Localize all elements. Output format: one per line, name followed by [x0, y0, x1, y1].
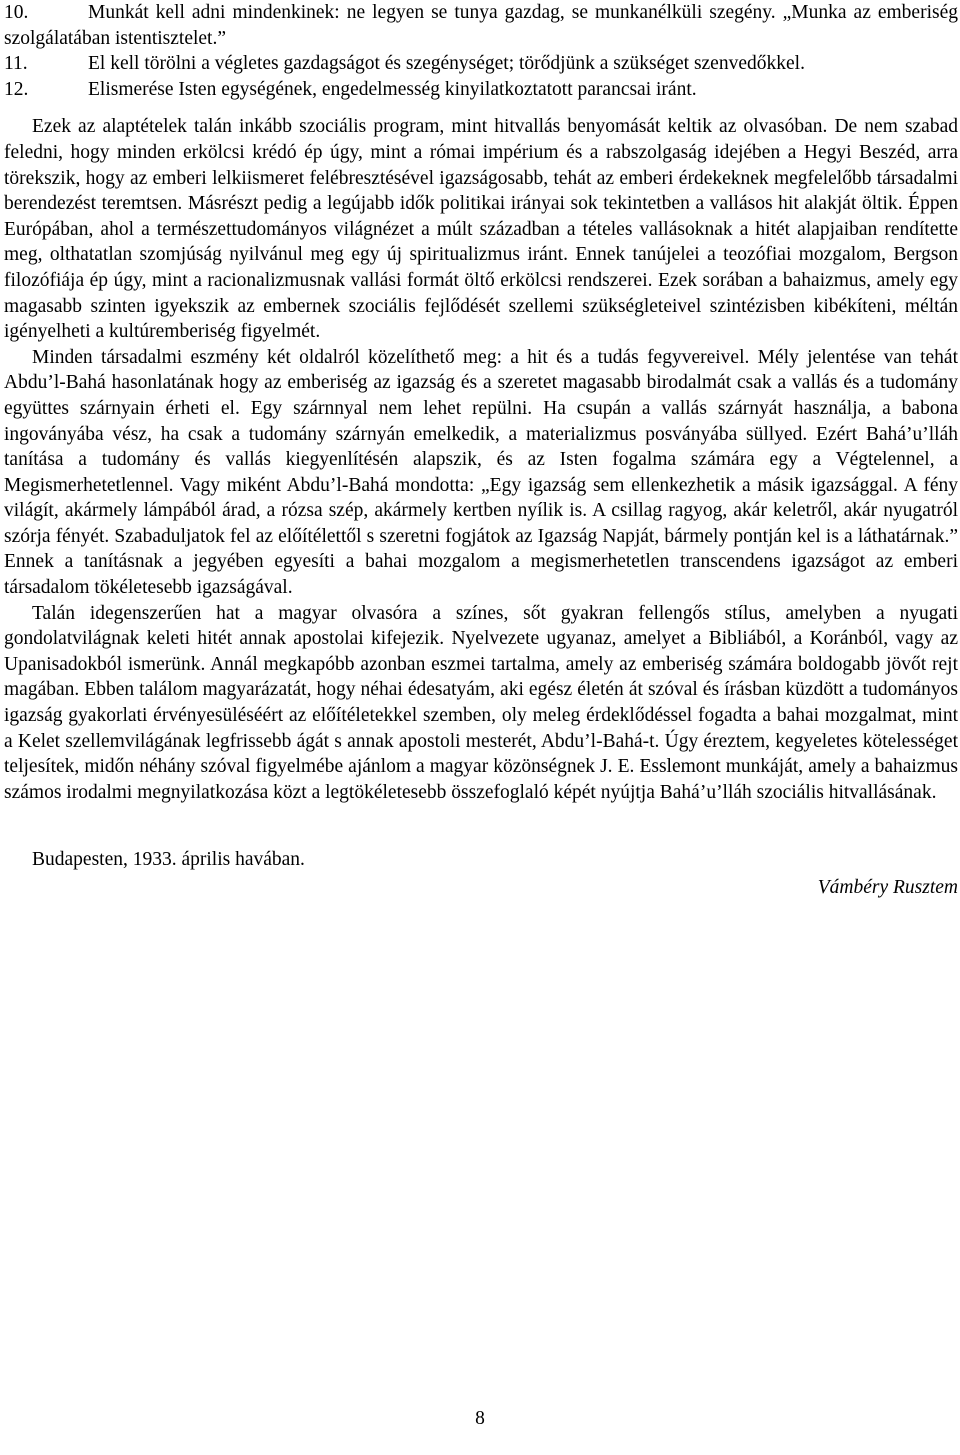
- body-paragraph: Minden társadalmi eszmény két oldalról közelíthető meg: a hit és a tudás fegyvereivel. Mély jelentése van tehát Abdu’l-Bahá hasonlatának hogy az emberiség az igazság és a szeretet magasabb birodalmát csak a vallás és a tudomány együttes szárnyain érheti el. Egy szárnnyal nem lehet repülni. Ha csupán a vallás szárnyát használja, a babona ingoványába vész, ha csak a tudomány szárnyán emelkedik, a materializmus posványába süllyed. Ezért Bahá’u’lláh tanítása a tudomány és vallás kiegyenlítésén alapszik, és az Isten fogalma számára egy a Végtelennel, a Megismerhetetlennel. Vagy miként Abdu’l-Bahá mondotta: „Egy igazság sem ellenkezhetik a másik igazsággal. A fény világít, akármely lámpából árad, a rózsa szép, akármely kertben nyílik is. A csillag ragyog, akár keletről, akár nyugatról szórja fényét. Szabaduljatok fel az előítélettől s szeretni fogjátok az Igazság Napját, bármely pontján kel is a láthatárnak.” Ennek a tanításnak a jegyében egyesíti a bahai mozgalom a megismerhetetlen transcendens igazságot az emberi társadalom tökéletesebb igazságával.: [4, 346, 958, 599]
- list-item-number: 11.: [4, 53, 28, 75]
- body-paragraph: Ezek az alaptételek talán inkább szociális program, mint hitvallás benyomását keltik az olvasóban. De nem szabad feledni, hogy minden erkölcsi krédó ép úgy, mint a római impérium és a rabszolgaság idejében a Hegyi Beszéd, arra törekszik, hogy az emberi lelkiismeret felébresztésével igazságosabb, tehát az emberi érdekeknek megfelelőbb társadalmi berendezést teremtsen. Másrészt pedig a legújabb idők politikai irányai sok tekintetben a vallásos hit alakját öltik. Éppen Európában, ahol a természettudományos világnézet a múlt században a tételes vallásoknak a hitét alapjaiban rendítette meg, olthatatlan szomjúság nyilvánul meg egy új spiritualizmus iránt. Ennek tanújelei a teozófiai mozgalom, Bergson filozófiája ép úgy, mint a racionalizmusnak vallási formát öltő erkölcsi rendszerei. Ezek sorában a bahaizmus, amely egy magasabb szinten igyekszik az embernek szociális fejlődését szellemi szükségleteivel szintézisben kibékíteni, méltán igényelheti a kultúremberiség figyelmét.: [4, 116, 958, 343]
- place-date: Budapesten, 1933. április havában.: [32, 849, 305, 871]
- spacer: [4, 805, 958, 847]
- list-item-text: El kell törölni a végletes gazdagságot és szegénységet; törődjünk a szükséget szenvedőkkel.: [88, 53, 805, 75]
- list-item: [4, 51, 958, 77]
- document-page: [4, 0, 958, 901]
- list-item-number: 10.: [4, 2, 29, 23]
- numbered-list: [4, 0, 958, 102]
- list-item-text: Elismerése Isten egységének, engedelmesség kinyilatkoztatott parancsai iránt.: [88, 78, 697, 100]
- list-item-text: Munkát kell adni mindenkinek: ne legyen se tunya gazdag, se munkanélküli szegény. „Munka az emberiség szolgálatában istentisztelet.”: [4, 2, 958, 49]
- signature: Vámbéry Rusztem: [817, 877, 958, 898]
- list-item-number: 12.: [4, 78, 29, 100]
- page-number: 8: [475, 1408, 485, 1429]
- list-item: [4, 77, 958, 103]
- body-paragraph: Talán idegenszerűen hat a magyar olvasóra a színes, sőt gyakran fellengős stílus, amelyben a nyugati gondolatvilágnak keleti hitét annak apostolai kifejezik. Nyelvezete ugyanaz, amelyet a Bibliából, a Koránból, vagy az Upanisadokból ismerünk. Annál megkapóbb azonban eszmei tartalma, amely az emberiség számára boldogabb jövőt rejt magában. Ebben találom magyarázatát, hogy néhai édesatyám, aki egész életén át szóval és írásban küzdött a tudományos igazság gyakorlati érvényesüléséért az előítéletekkel szemben, oly meleg érdeklődéssel fogadta a bahai mozgalmat, mint a Kelet szellemvilágának legfrissebb ágát s annak apostoli mesterét, Abdu’l-Bahá-t. Úgy éreztem, kegyeletes kötelességet teljesítek, midőn néhány szóval figyelmébe ajánlom a magyar közönségnek J. E. Esslemont munkáját, amely a bahaizmus számos irodalmi megnyilatkozása közt a legtökéletesebb összefoglaló képét nyújtja Bahá’u’lláh szociális hitvallásának.: [4, 602, 958, 803]
- list-item: [4, 0, 958, 51]
